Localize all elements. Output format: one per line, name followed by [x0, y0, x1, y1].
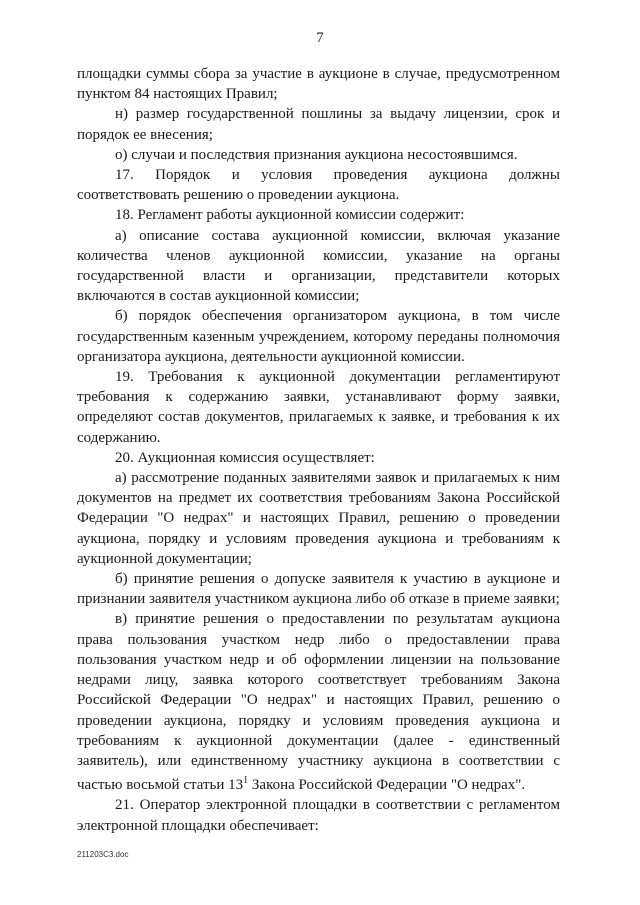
paragraph-8: 20. Аукционная комиссия осуществляет: [115, 449, 375, 466]
paragraph-1: н) размер государственной пошлины за выдачу лицензии, срок и порядок ее внесения; [77, 106, 560, 143]
paragraph-5: а) описание состава аукционной комиссии, включая указание количества членов аукционной комиссии, указание на органы государственной власти и организации, представители которых включаются в состав аукционной комиссии; [77, 227, 560, 305]
paragraph-9: а) рассмотрение поданных заявителями заявок и прилагаемых к ним документов на предмет их соответствия требованиям Закона Российской Федерации "О недрах" и настоящих Правил, решению о проведении аукциона, порядку и условиям проведения аукциона и требованиям к аукционной документации; [77, 470, 560, 567]
paragraph-11-text: в) принятие решения о предоставлении по результатам аукциона права пользования участком недр либо о предоставлении права пользования участком недр и об оформлении лицензии на пользование недрами лицу, заявка которого соответствует требованиям Закона Российской Федерации "О недрах" и настоящих Правил, решению о проведении аукциона, порядку и условиям проведения аукциона и требованиям к аукционной документации (далее - единственный заявитель), или единственному участнику аукциона в соответствии с частью восьмой статьи 13 [77, 611, 560, 794]
paragraph-0: площадки суммы сбора за участие в аукционе в случае, предусмотренном пунктом 84 настоящих Правил; [77, 66, 560, 103]
paragraph-12: 21. Оператор электронной площадки в соответствии с регламентом электронной площадки обеспечивает: [77, 797, 560, 834]
superscript: 1 [243, 775, 249, 787]
paragraph-11-after: Закона Российской Федерации "О недрах". [248, 777, 526, 794]
paragraph-10: б) принятие решения о допуске заявителя к участию в аукционе и признании заявителя участником аукциона либо об отказе в приеме заявки; [77, 571, 560, 608]
page-number: 7 [316, 30, 324, 46]
footer-filename: 211203C3.doc [77, 850, 129, 859]
document-body [77, 64, 560, 836]
paragraph-7: 19. Требования к аукционной документации регламентируют требования к содержанию заявки, устанавливают форму заявки, определяют состав документов, прилагаемых к заявке, и требования к их содержанию. [77, 369, 560, 446]
paragraph-3: 17. Порядок и условия проведения аукциона должны соответствовать решению о проведении аукциона. [77, 167, 560, 204]
paragraph-2: о) случаи и последствия признания аукциона несостоявшимся. [115, 146, 518, 163]
paragraph-6: б) порядок обеспечения организатором аукциона, в том числе государственным казенным учреждением, которому переданы полномочия организатора аукциона, деятельности аукционной комиссии. [77, 308, 560, 365]
paragraph-4: 18. Регламент работы аукционной комиссии содержит: [115, 207, 465, 224]
paragraph-11 [77, 609, 560, 795]
